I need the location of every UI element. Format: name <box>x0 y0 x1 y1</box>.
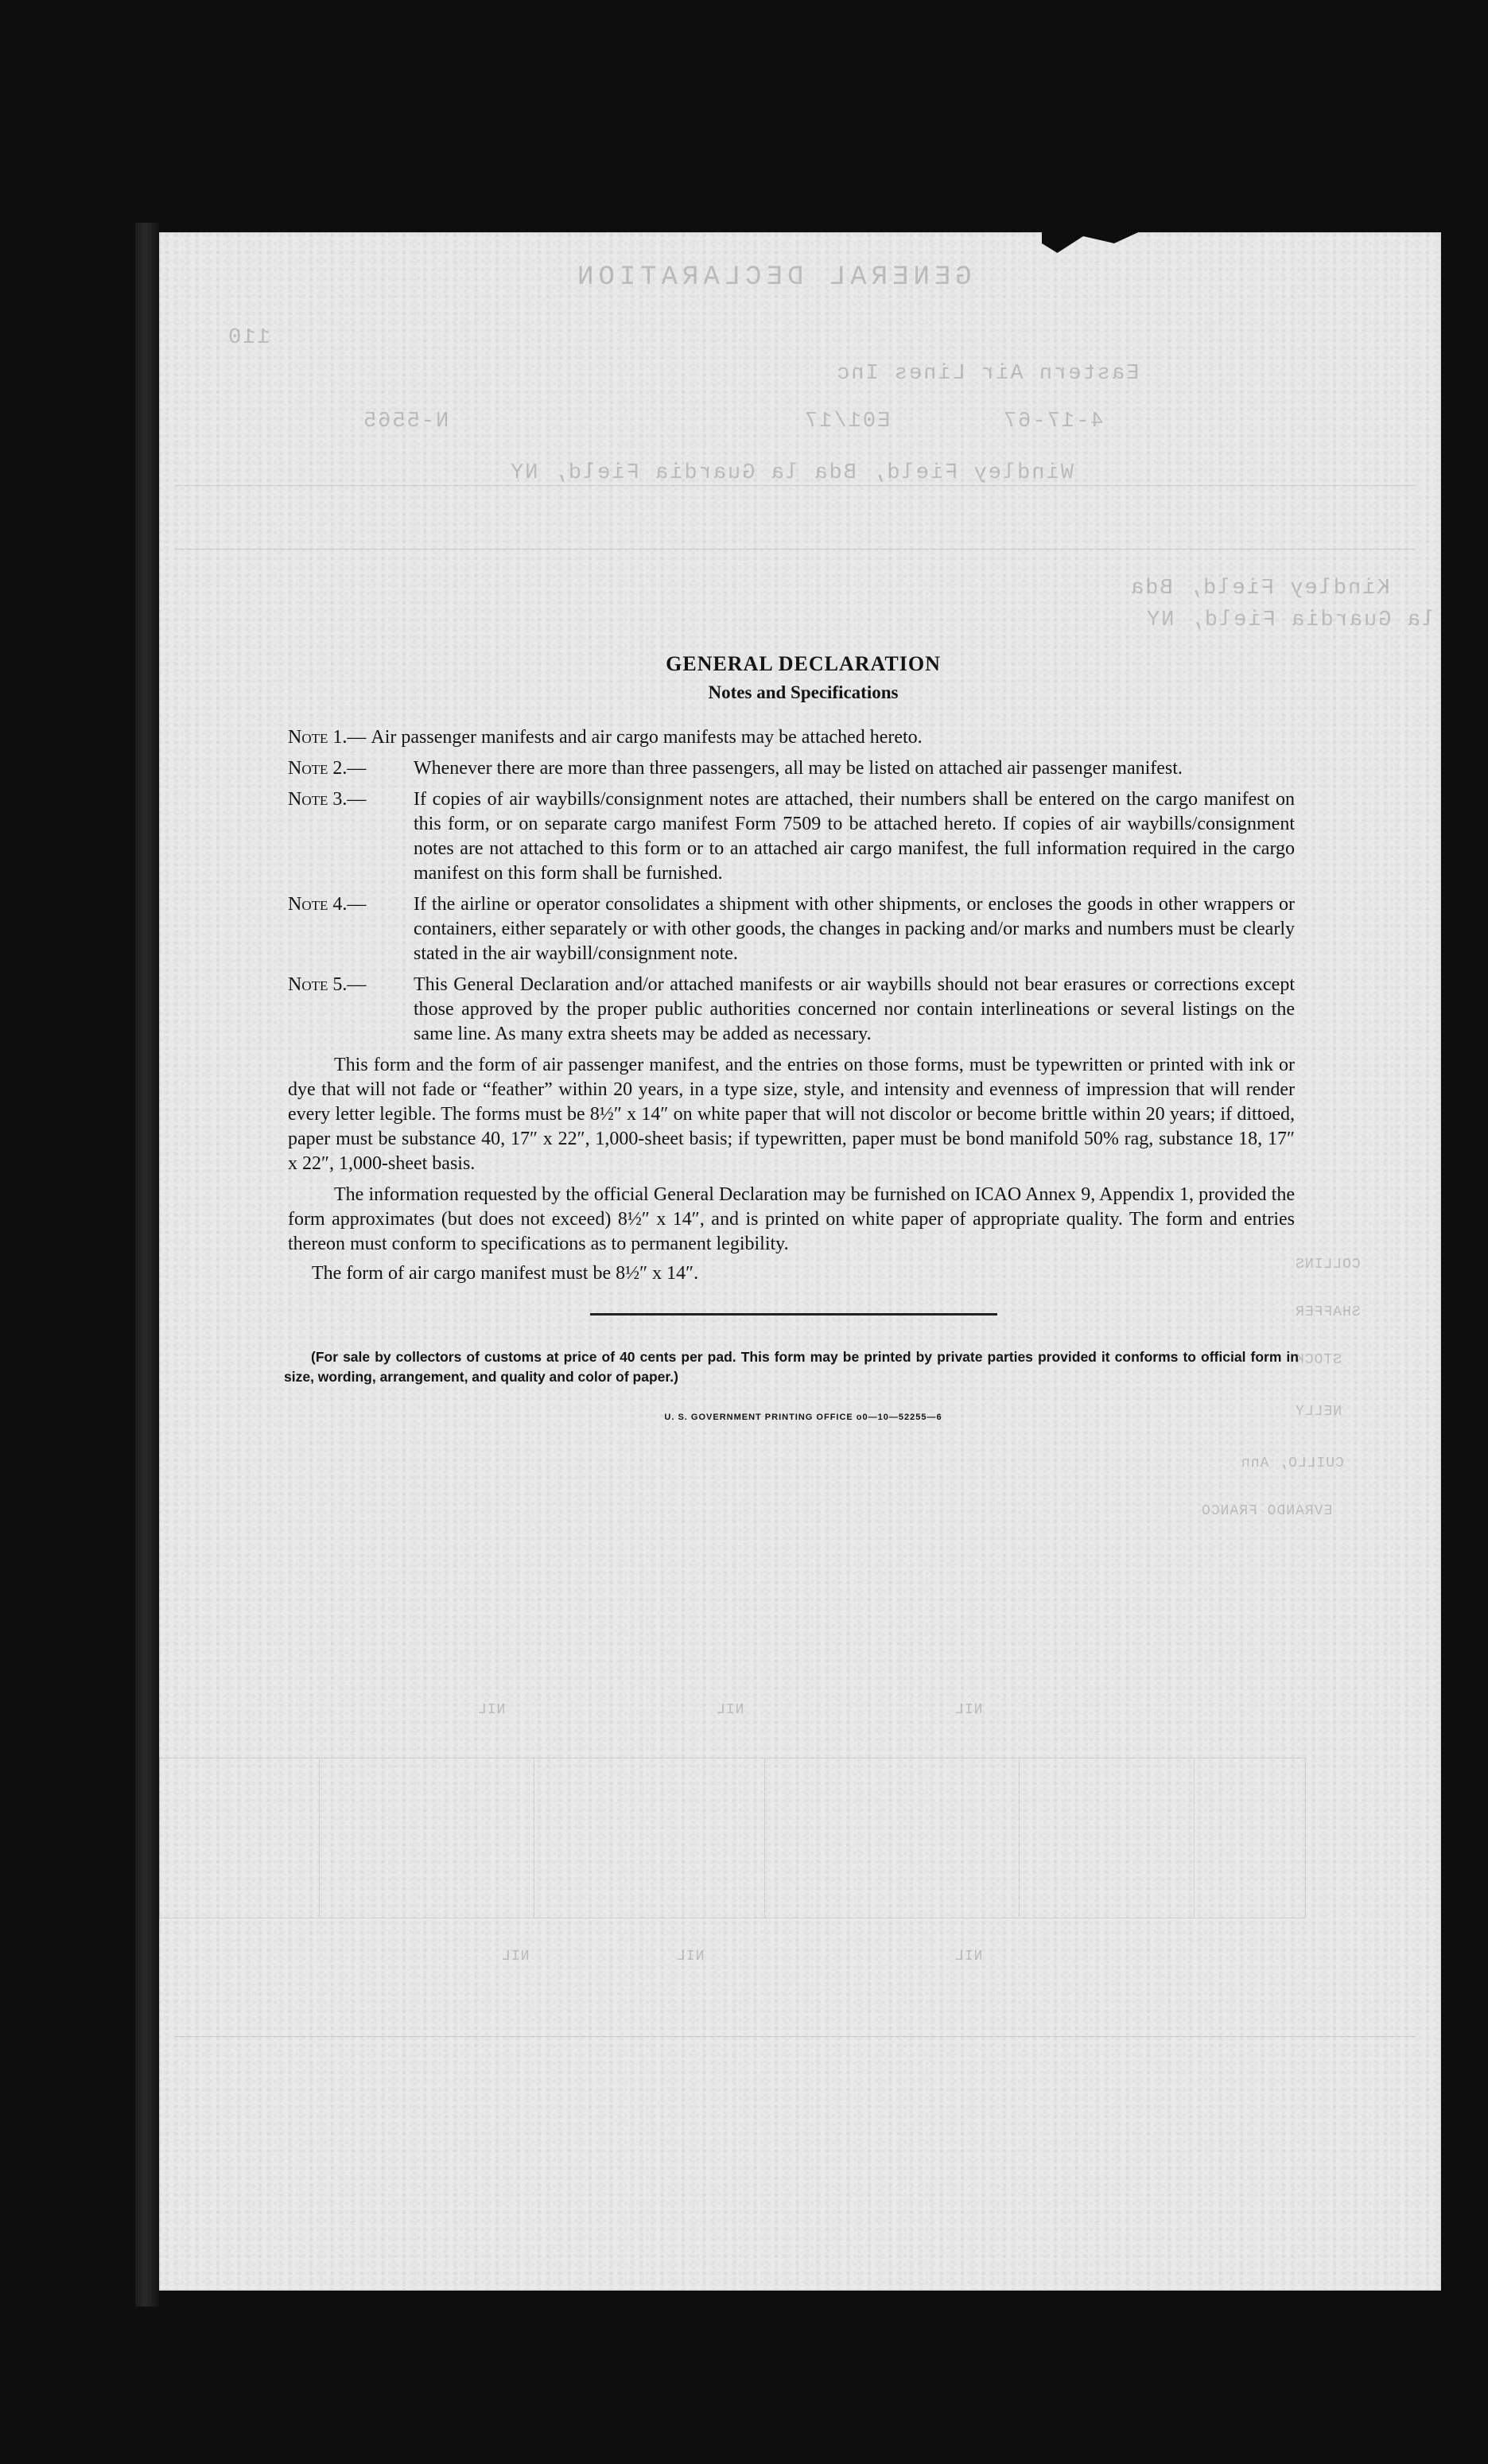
bleed-crew-5: CUILLO, Ann <box>1241 1455 1344 1471</box>
bleed-name-1: Kindley Field, Bda <box>1129 577 1390 600</box>
note-text: This General Declaration and/or attached manifests or air waybills should not bear erasures or corrections except those approved by the proper public authorities concerned nor contain interlineations or several listings on the same line. As many extra sheets may be added as necessary. <box>414 974 1295 1044</box>
declaration-content <box>284 652 1299 1422</box>
bleed-crew-2: SHAFFER <box>1295 1304 1361 1320</box>
bleed-date: 4-17-67 <box>1002 410 1104 433</box>
bleed-rule-3 <box>175 2036 1416 2037</box>
paragraph-cargo-size: The form of air cargo manifest must be 8½″ x 14″. <box>312 1263 699 1284</box>
bleed-crew-3: STOCK <box>1295 1352 1342 1368</box>
bleed-aircraft: N-5565 <box>362 410 449 433</box>
note-2 <box>288 756 1295 781</box>
bleed-nil-1: NIL <box>477 1702 506 1718</box>
note-label: Note 2.— <box>288 758 367 779</box>
note-label: Note 4.— <box>288 894 367 915</box>
note-text: If copies of air waybills/consignment notes are attached, their numbers shall be entered on the cargo manifest on this form, or on separate cargo manifest Form 7509 to be attached hereto. If copies of air waybills/consignment notes are not attached to this form or to an attached air cargo manifest, the full information required in the cargo manifest on this form shall be furnished. <box>414 789 1295 884</box>
bleed-nil-2: NIL <box>716 1702 744 1718</box>
note-text: If the airline or operator consolidates a shipment with other shipments, or encloses the goods in other wrappers or containers, either separately or with other goods, the changes in packing and/or marks and numbers must be clearly stated in the air waybill/consignment note. <box>414 894 1295 964</box>
note-text: Whenever there are more than three passengers, all may be listed on attached air passenger manifest. <box>414 758 1183 779</box>
note-label: Note 5.— <box>288 974 367 995</box>
bleed-nil-6: NIL <box>954 1949 983 1965</box>
page-subtitle: Notes and Specifications <box>708 682 899 702</box>
page-title: GENERAL DECLARATION <box>666 652 941 675</box>
bleed-nil-3: NIL <box>954 1702 983 1718</box>
bleed-rule-1 <box>175 485 1416 486</box>
divider-rule <box>590 1313 997 1316</box>
bleed-page-number: 110 <box>227 326 270 350</box>
bleed-crew-1: COLLINS <box>1295 1257 1361 1273</box>
note-4 <box>288 892 1295 966</box>
bleed-crew-6: EVRANDO FRANCO <box>1201 1503 1333 1519</box>
bleed-nil-5: NIL <box>676 1949 705 1965</box>
bleed-flight: E01/17 <box>803 410 891 433</box>
note-text: Air passenger manifests and air cargo manifests may be attached hereto. <box>371 727 923 748</box>
note-5 <box>288 973 1295 1047</box>
note-label: Note 3.— <box>288 789 367 810</box>
bleed-name-2: la Guardia Field, NY <box>1145 608 1436 632</box>
bleed-crew-4: NELLY <box>1295 1404 1342 1420</box>
note-label: Note 1.— <box>288 727 367 748</box>
printer-imprint: U. S. GOVERNMENT PRINTING OFFICE o0—10—52255—6 <box>664 1413 942 1422</box>
paragraph-form-requirements: This form and the form of air passenger manifest, and the entries on those forms, must be typewritten or printed with ink or dye that will not fade or “feather” within 20 years, in a type size, style, and intensity and evenness of impression that will render every letter legible. The forms must be 8½″ x 14″ on white paper that will not discolor or become brittle within 20 years; if dittoed, paper must be substance 40, 17″ x 22″, 1,000-sheet basis; if typewritten, paper must be bond manifold 50% rag, substance 18, 17″ x 22″, 1,000-sheet basis. <box>288 1055 1295 1174</box>
paragraph-icao: The information requested by the official General Declaration may be furnished on ICAO Annex 9, Appendix 1, provided the form approximates (but does not exceed) 8½″ x 14″, and is printed on white paper of appropriate quality. The form and entries thereon must conform to specifications as to permanent legibility. <box>288 1184 1295 1254</box>
sale-notice: (For sale by collectors of customs at price of 40 cents per pad. This form may be printed by private parties provided it conforms to official form in size, wording, arrangement, and quality and color of paper.) <box>284 1349 1299 1385</box>
bleed-rule-2 <box>175 549 1416 550</box>
note-3 <box>288 787 1295 886</box>
bleed-nil-4: NIL <box>501 1949 530 1965</box>
bleed-operator: Eastern Air Lines Inc <box>835 362 1140 386</box>
bleed-header: GENERAL DECLARATION <box>573 262 972 293</box>
bleed-route: Windley Field, Bda la Guardia Field, NY <box>509 461 1074 485</box>
note-1 <box>288 725 1295 750</box>
scan-edge-strip <box>135 223 159 2307</box>
bleed-cargo-grid <box>159 1758 1306 1918</box>
